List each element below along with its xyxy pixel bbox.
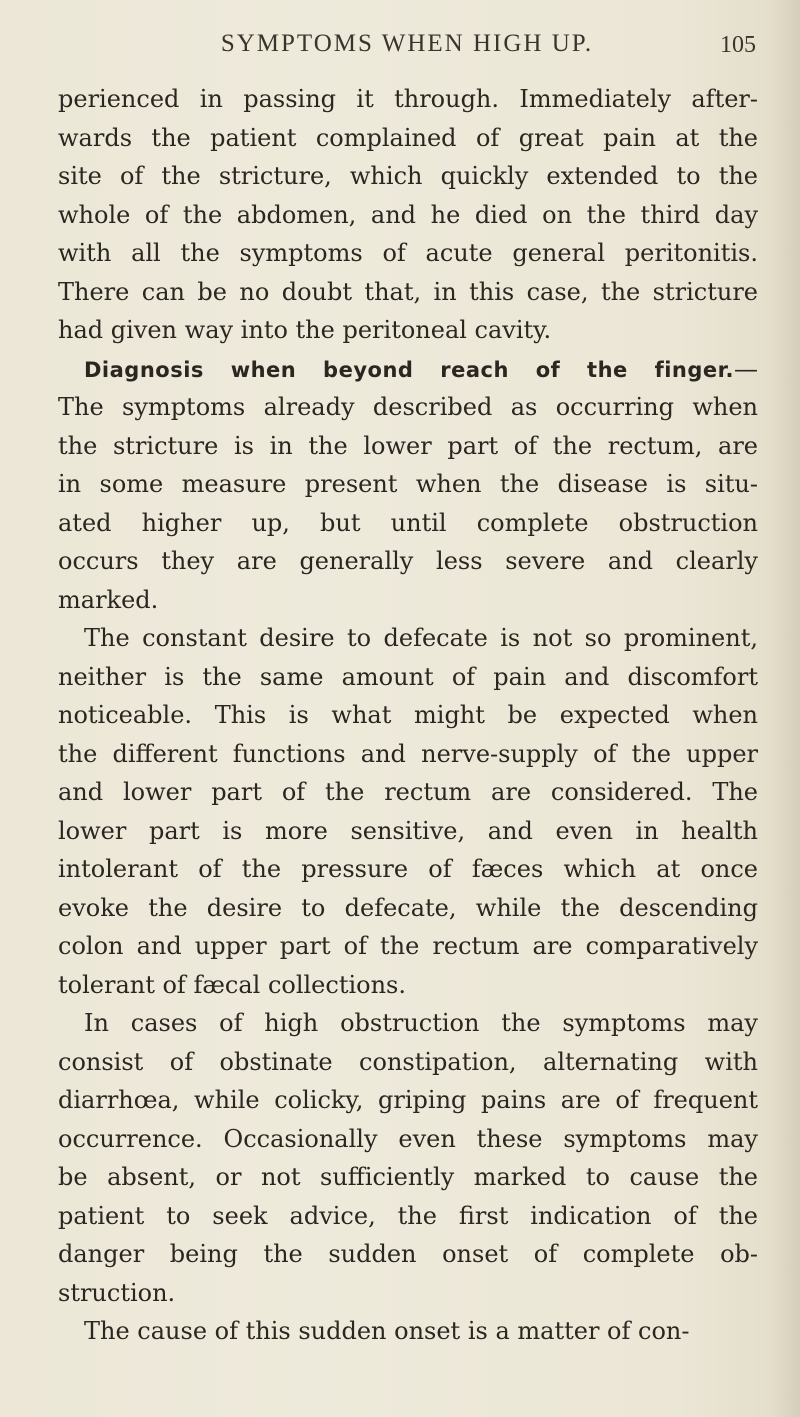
text-line	[58, 1158, 758, 1197]
text-line	[58, 658, 758, 697]
line-text: There can be no doubt that, in this case, the stricture	[58, 277, 758, 306]
text-line	[58, 465, 758, 504]
line-text: struction.	[58, 1278, 176, 1307]
line-text: colon and upper part of the rectum are comparatively	[58, 932, 758, 960]
text-line	[58, 581, 758, 620]
text-line	[58, 1274, 758, 1313]
text-line	[58, 773, 758, 812]
text-line	[58, 1235, 758, 1274]
text-line	[58, 1004, 758, 1043]
line-text: In cases of high obstruction the symptoms may	[84, 1009, 758, 1037]
line-text: and lower part of the rectum are considered. The	[58, 778, 758, 806]
text-line	[58, 812, 758, 851]
running-head	[58, 30, 756, 60]
text-line	[58, 427, 758, 466]
text-line	[58, 927, 758, 966]
line-text: neither is the same amount of pain and discomfort	[58, 662, 758, 691]
text-line	[58, 157, 758, 196]
line-text: whole of the abdomen, and he died on the third day	[58, 200, 758, 229]
text-line	[58, 1197, 758, 1236]
line-text: the different functions and nerve-supply of the upper	[58, 739, 758, 768]
text-line	[58, 1120, 758, 1159]
text-line	[58, 696, 758, 735]
line-text: had given way into the peritoneal cavity.	[58, 316, 552, 344]
text-line	[58, 619, 758, 658]
text-line	[58, 80, 758, 119]
line-text: site of the stricture, which quickly extended to the	[58, 162, 758, 190]
line-text: intolerant of the pressure of fæces which at once	[58, 855, 758, 883]
line-text: lower part is more sensitive, and even in health	[58, 816, 758, 845]
text-line	[58, 1312, 758, 1351]
line-text: The symptoms already described as occurring when	[58, 393, 758, 421]
text-line	[58, 1081, 758, 1120]
text-line	[58, 119, 758, 158]
line-text: with all the symptoms of acute general peritonitis.	[58, 239, 758, 267]
text-line	[58, 1043, 758, 1082]
line-text: tolerant of fæcal collections.	[58, 970, 406, 999]
line-text: ated higher up, but until complete obstruction	[58, 508, 758, 537]
line-text: the stricture is in the lower part of the rectum, are	[58, 431, 758, 460]
page-number: 105	[720, 32, 756, 58]
line-text: —	[734, 354, 758, 383]
section-heading: Diagnosis when beyond reach of the finger.	[84, 357, 734, 382]
text-line	[58, 542, 758, 581]
line-text: perienced in passing it through. Immediately after-	[58, 85, 758, 113]
text-line	[58, 350, 758, 389]
line-text: consist of obstinate constipation, alternating with	[58, 1047, 758, 1076]
line-text: evoke the desire to defecate, while the descending	[58, 893, 758, 922]
text-line	[58, 735, 758, 774]
line-text: The cause of this sudden onset is a matter of con-	[84, 1317, 690, 1345]
text-line	[58, 234, 758, 273]
page-edge-shadow	[770, 0, 800, 1417]
text-line	[58, 889, 758, 928]
line-text: noticeable. This is what might be expected when	[58, 701, 758, 729]
line-text: in some measure present when the disease is situ-	[58, 470, 758, 498]
text-line	[58, 311, 758, 350]
text-line	[58, 273, 758, 312]
running-title: SYMPTOMS WHEN HIGH UP.	[220, 30, 594, 57]
text-line	[58, 850, 758, 889]
line-text: occurrence. Occasionally even these symptoms may	[58, 1124, 758, 1153]
text-line	[58, 388, 758, 427]
text-line	[58, 504, 758, 543]
body-text	[58, 80, 758, 1351]
text-line	[58, 196, 758, 235]
line-text: patient to seek advice, the first indication of the	[58, 1201, 758, 1230]
line-text: danger being the sudden onset of complete ob-	[58, 1240, 758, 1268]
line-text: diarrhœa, while colicky, griping pains are of frequent	[58, 1086, 758, 1114]
line-text: be absent, or not sufficiently marked to cause the	[58, 1163, 758, 1191]
text-line	[58, 966, 758, 1005]
line-text: marked.	[58, 585, 159, 614]
line-text: wards the patient complained of great pain at the	[58, 123, 758, 152]
line-text: The constant desire to defecate is not so prominent,	[84, 624, 758, 652]
line-text: occurs they are generally less severe and clearly	[58, 547, 758, 575]
